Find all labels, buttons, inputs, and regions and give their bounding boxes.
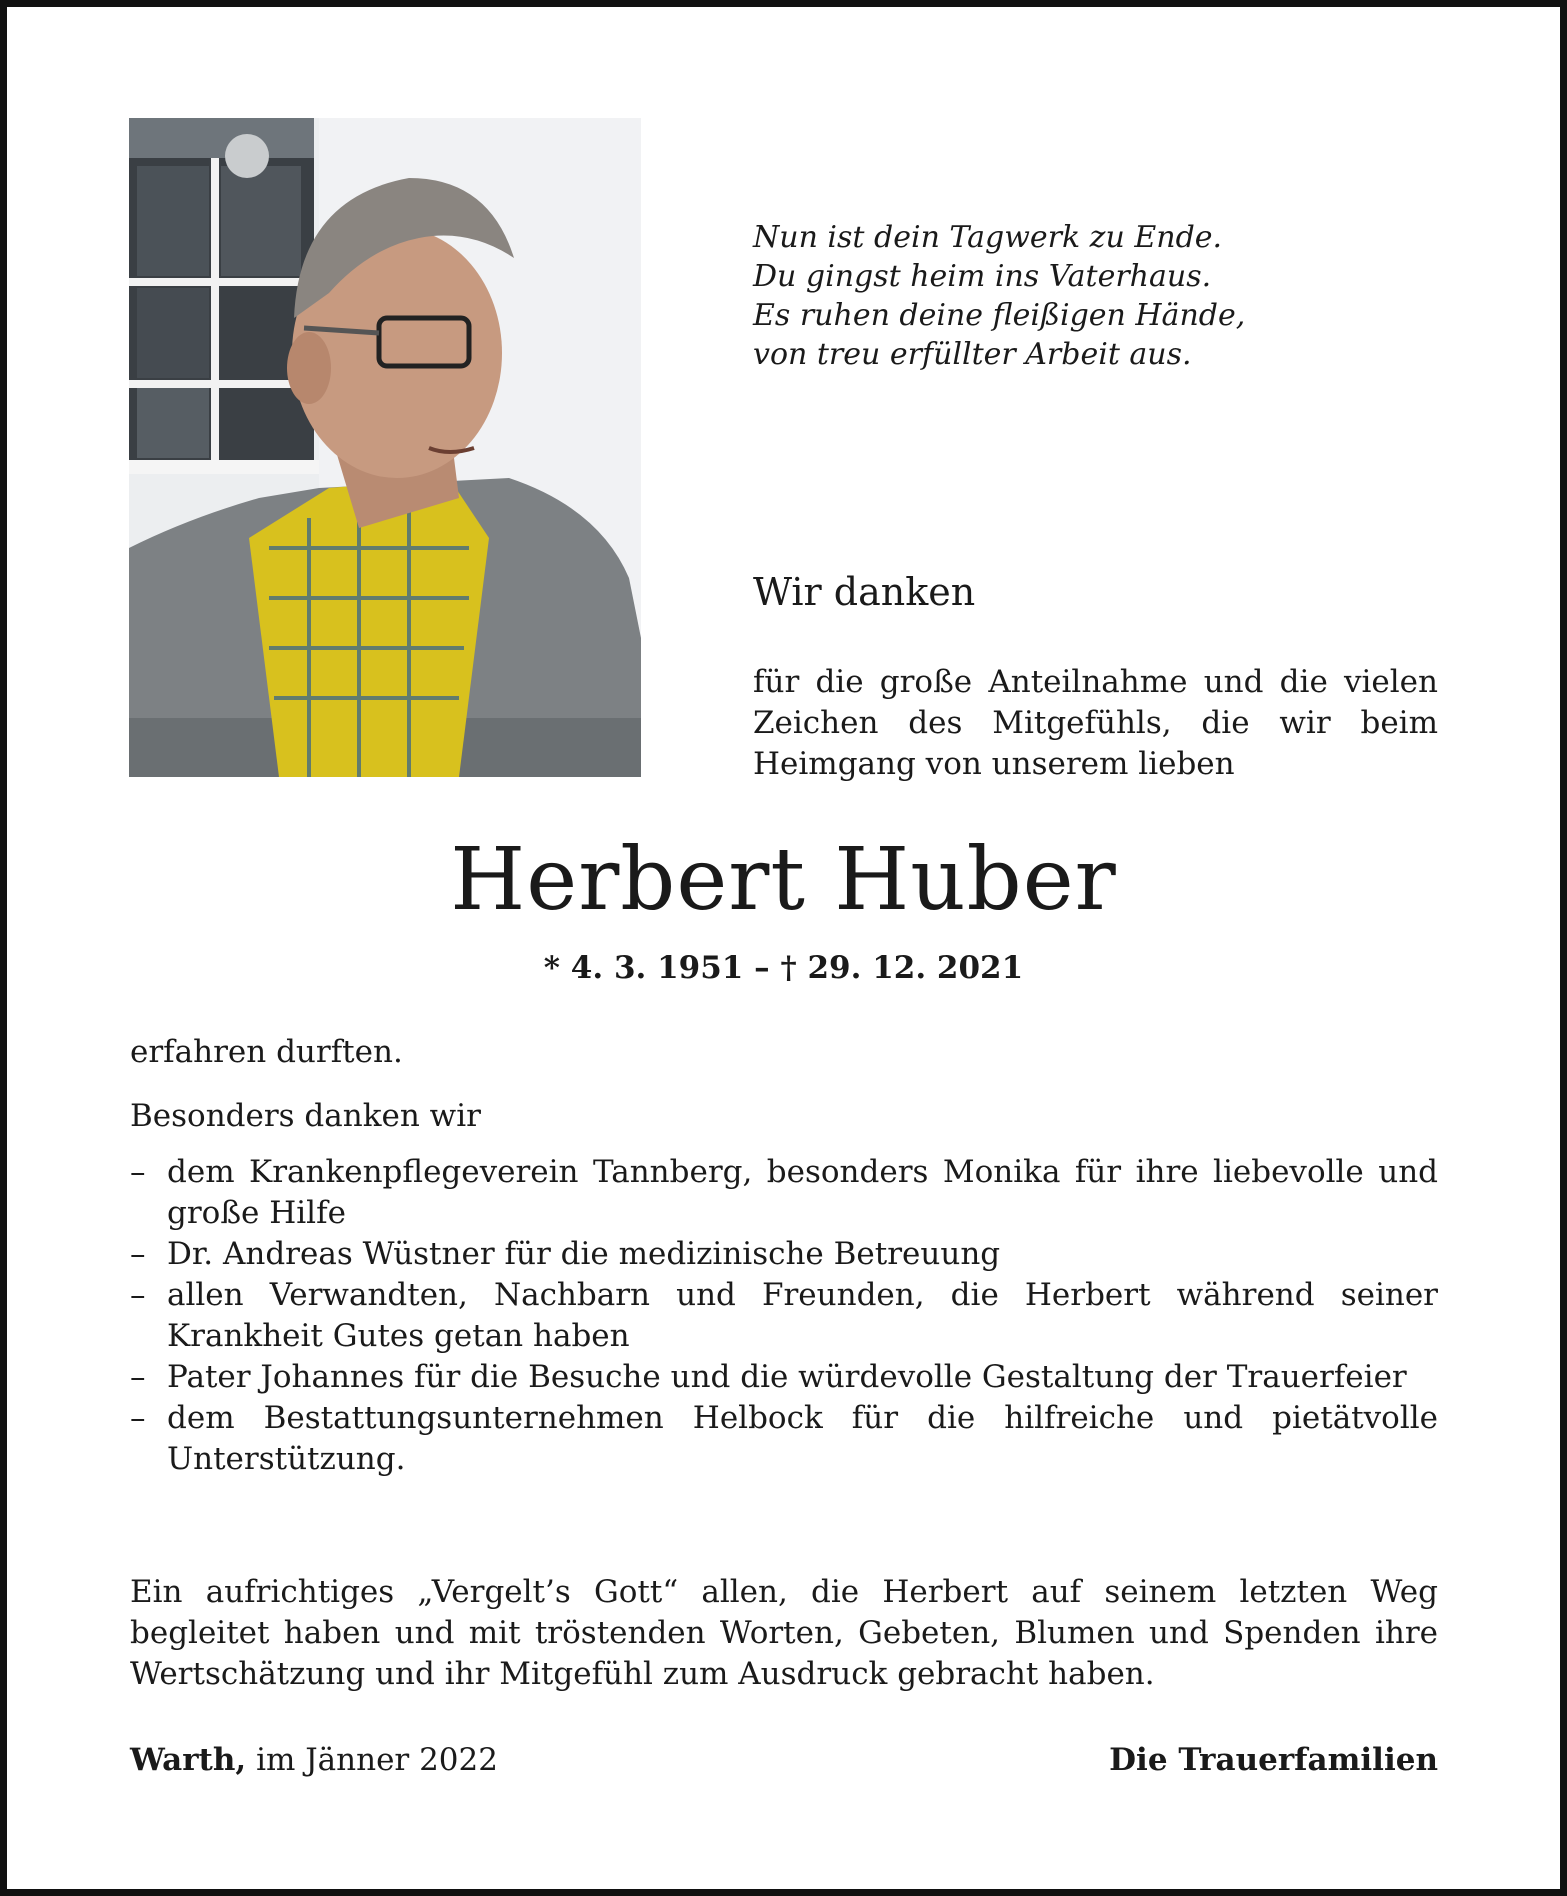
list-item-text: dem Bestattungsunternehmen Helbock für die hilfreiche und pietätvolle Unterstützung. — [167, 1400, 1438, 1477]
thanks-list — [130, 1152, 1438, 1480]
list-dash: – — [130, 1236, 146, 1272]
thanks-intro: für die große Anteilnahme und die vielen Zeichen des Mitgefühls, die wir beim Heimgang von unserem lieben — [753, 664, 1438, 782]
poem-line: von treu erfüllter Arbeit aus. — [753, 337, 1192, 372]
date: im Jänner 2022 — [256, 1742, 498, 1778]
poem-line: Es ruhen deine fleißigen Hände, — [753, 298, 1246, 333]
poem-line: Nun ist dein Tagwerk zu Ende. — [753, 220, 1223, 255]
portrait-photo — [129, 118, 641, 777]
thanks-heading: Wir danken — [753, 570, 976, 614]
list-item — [130, 1234, 1438, 1275]
special-thanks-intro: Besonders danken wir — [130, 1098, 481, 1134]
list-dash: – — [130, 1277, 146, 1313]
signature: Die Trauerfamilien — [1109, 1742, 1438, 1778]
list-dash: – — [130, 1154, 146, 1190]
memorial-poem — [753, 218, 1393, 374]
closing-paragraph: Ein aufrichtiges „Vergelt’s Gott“ allen, die Herbert auf seinem letzten Weg begleitet haben und mit tröstenden Worten, Gebeten, Blumen und Spenden ihre Wertschätzung und ihr Mitgefühl zum Ausdruck gebracht haben. — [130, 1574, 1438, 1692]
life-dates: * 4. 3. 1951 – † 29. 12. 2021 — [543, 950, 1024, 986]
place: Warth, — [130, 1742, 247, 1778]
continuation-text: erfahren durften. — [130, 1034, 403, 1070]
poem-line: Du gingst heim ins Vaterhaus. — [753, 259, 1212, 294]
deceased-name: Herbert Huber — [450, 830, 1117, 930]
list-dash: – — [130, 1400, 146, 1436]
list-item — [130, 1275, 1438, 1357]
list-item — [130, 1152, 1438, 1234]
list-item-text: Pater Johannes für die Besuche und die würdevolle Gestaltung der Trauerfeier — [167, 1359, 1407, 1395]
list-dash: – — [130, 1359, 146, 1395]
place-and-date — [130, 1740, 498, 1781]
list-item — [130, 1357, 1438, 1398]
list-item — [130, 1398, 1438, 1480]
list-item-text: dem Krankenpflegeverein Tannberg, besonders Monika für ihre liebevolle und große Hilfe — [167, 1154, 1438, 1231]
list-item-text: Dr. Andreas Wüstner für die medizinische Betreuung — [167, 1236, 1001, 1272]
list-item-text: allen Verwandten, Nachbarn und Freunden, die Herbert während seiner Krankheit Gutes getan haben — [167, 1277, 1438, 1354]
